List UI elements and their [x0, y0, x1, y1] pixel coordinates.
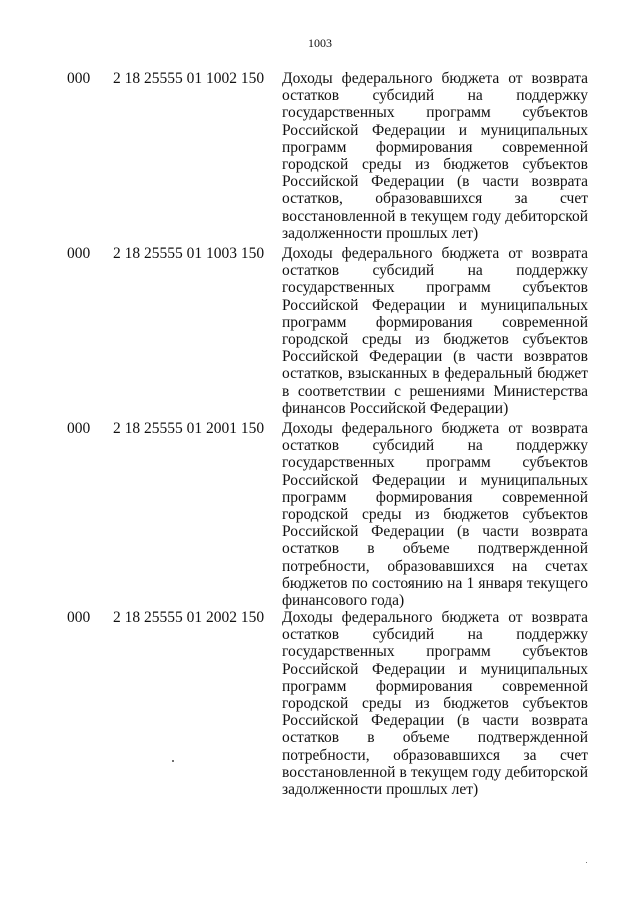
administrator-code: 000 [67, 245, 91, 262]
administrator-code: 000 [67, 70, 91, 87]
budget-classification-code: 2 18 25555 01 1003 150 [113, 245, 265, 262]
income-description: Доходы федерального бюджета от возврата остатков субсидий на поддержку государственных программ субъектов Российской Федерации и муниципальных программ формирования современной городской среды из бюджетов субъектов Российской Федерации (в части возвратов остатков, взысканных в федеральный бюджет в соответствии с решениями Министерства финансов Российской Федерации) [282, 245, 588, 417]
scan-speck [172, 760, 174, 762]
budget-classification-code: 2 18 25555 01 2002 150 [113, 609, 265, 626]
budget-classification-code: 2 18 25555 01 1002 150 [113, 70, 265, 87]
scan-speck [586, 862, 587, 863]
income-description: Доходы федерального бюджета от возврата остатков субсидий на поддержку государственных программ субъектов Российской Федерации и муниципальных программ формирования современной городской среды из бюджетов субъектов Российской Федерации (в части возврата остатков, образовавшихся за счет восстановленной в текущем году дебиторской задолженности прошлых лет) [282, 70, 588, 242]
page-number: 1003 [308, 36, 332, 50]
budget-classification-code: 2 18 25555 01 2001 150 [113, 420, 265, 437]
administrator-code: 000 [67, 420, 91, 437]
administrator-code: 000 [67, 609, 91, 626]
income-description: Доходы федерального бюджета от возврата остатков субсидий на поддержку государственных программ субъектов Российской Федерации и муниципальных программ формирования современной городской среды из бюджетов субъектов Российской Федерации (в части возврата остатков в объеме подтвержденной потребности, образовавшихся за счет восстановленной в текущем году дебиторской задолженности прошлых лет) [282, 609, 588, 799]
income-description: Доходы федерального бюджета от возврата остатков субсидий на поддержку государственных программ субъектов Российской Федерации и муниципальных программ формирования современной городской среды из бюджетов субъектов Российской Федерации (в части возврата остатков в объеме подтвержденной потребности, образовавшихся на счетах бюджетов по состоянию на 1 января текущего финансового года) [282, 420, 588, 610]
